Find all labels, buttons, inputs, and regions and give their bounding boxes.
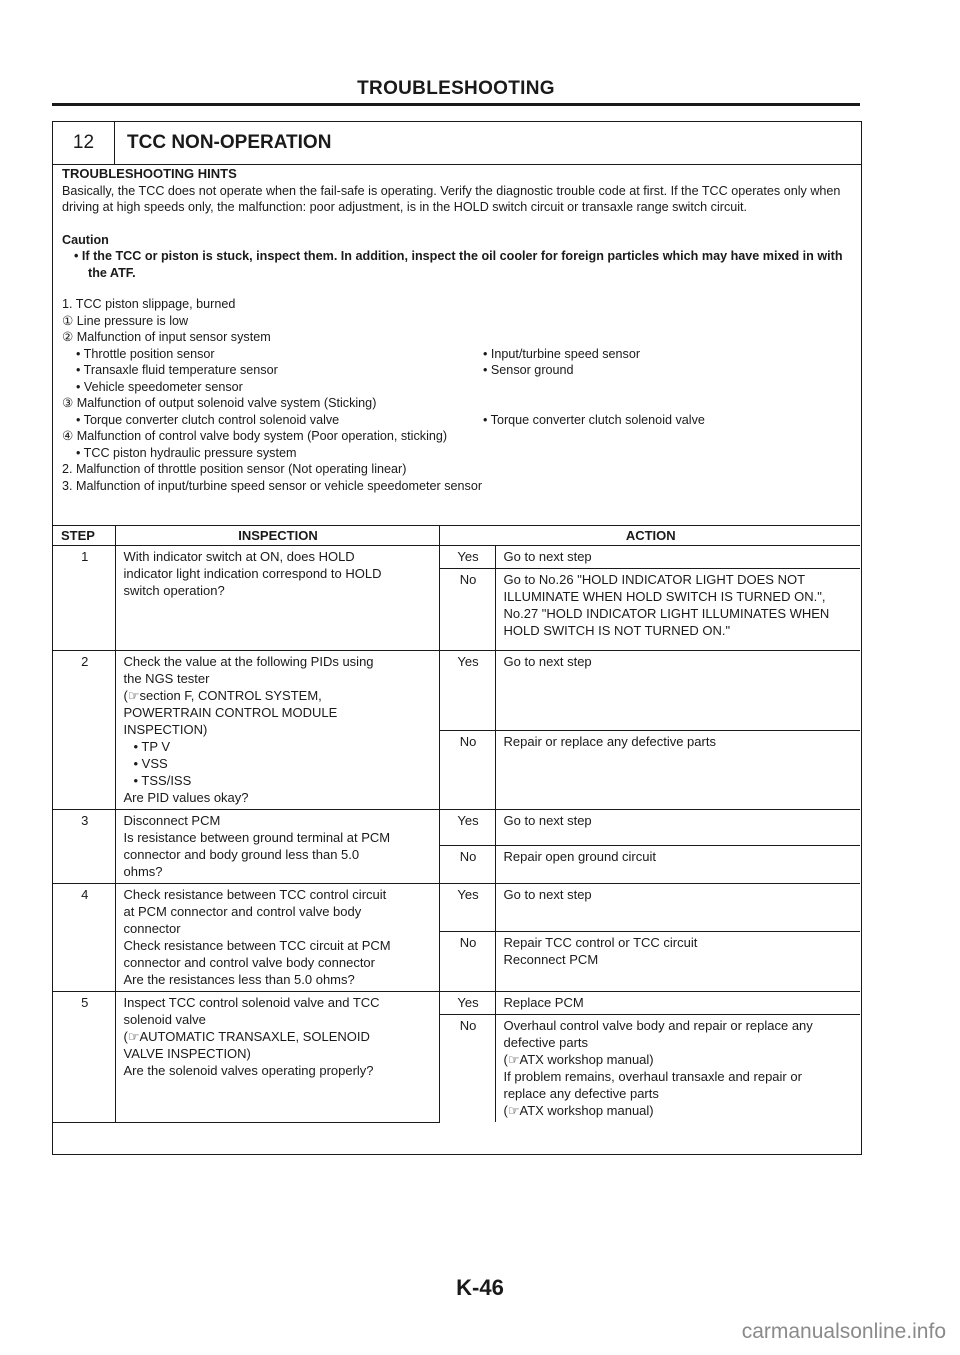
inspection-line: ohms? <box>123 864 163 879</box>
hints-title: TROUBLESHOOTING HINTS <box>62 166 237 181</box>
action-line: (☞ATX workshop manual) <box>503 1103 654 1118</box>
no-action: Repair open ground circuit <box>495 846 860 884</box>
inspection-line: connector <box>123 921 181 936</box>
page-header: TROUBLESHOOTING <box>357 78 555 99</box>
header-rule <box>52 103 860 106</box>
step-number: 4 <box>53 884 115 992</box>
no-label: No <box>439 731 495 810</box>
table-row <box>53 546 860 569</box>
inspection-line: With indicator switch at ON, does HOLD <box>123 549 355 564</box>
action-line: replace any defective parts <box>503 1086 659 1101</box>
yes-action: Replace PCM <box>495 992 860 1015</box>
inspection-cell <box>115 992 439 1123</box>
inspection-line: Are the resistances less than 5.0 ohms? <box>123 972 355 987</box>
inspection-line: Inspect TCC control solenoid valve and TCC <box>123 995 380 1010</box>
section-title: TCC NON-OPERATION <box>127 132 332 153</box>
no-action <box>495 1015 860 1123</box>
inspection-line: Check the value at the following PIDs using <box>123 654 374 669</box>
yes-action: Go to next step <box>495 651 860 731</box>
cause-item: • Torque converter clutch solenoid valve <box>483 412 705 427</box>
no-action: Repair or replace any defective parts <box>495 731 860 810</box>
caution-item: • If the TCC or piston is stuck, inspect them. In addition, inspect the oil cooler for foreign particles which may have mixed in with the ATF. <box>74 249 843 280</box>
action-line: (☞ATX workshop manual) <box>503 1052 654 1067</box>
inspection-line: the NGS tester <box>123 671 210 686</box>
yes-label: Yes <box>439 992 495 1015</box>
inspection-line: Check resistance between TCC control circuit <box>123 887 387 902</box>
cause-list <box>62 296 853 494</box>
cause-item: • Torque converter clutch control solenoid valve <box>76 412 340 427</box>
yes-label: Yes <box>439 546 495 569</box>
action-line: defective parts <box>503 1035 589 1050</box>
no-label: No <box>439 1015 495 1123</box>
pid-item: • TSS/ISS <box>133 773 192 788</box>
yes-action: Go to next step <box>495 810 860 846</box>
inspection-line: connector and body ground less than 5.0 <box>123 847 360 862</box>
no-action: Go to No.26 "HOLD INDICATOR LIGHT DOES NOT ILLUMINATE WHEN HOLD SWITCH IS TURNED ON.", No.27 "HOLD INDICATOR LIGHT ILLUMINATES WHEN HOLD SWITCH IS NOT TURNED ON." <box>495 569 860 651</box>
inspection-line: POWERTRAIN CONTROL MODULE <box>123 705 338 720</box>
inspection-table <box>53 525 860 1123</box>
inspection-line: Are the solenoid valves operating properly? <box>123 1063 374 1078</box>
pid-item: • TP V <box>133 739 171 754</box>
table-row <box>53 651 860 731</box>
cause-1c: ③ Malfunction of output solenoid valve system (Sticking) <box>62 396 377 410</box>
table-header-row <box>53 526 860 546</box>
yes-action: Go to next step <box>495 546 860 569</box>
action-line: Overhaul control valve body and repair or replace any <box>503 1018 813 1033</box>
inspection-cell <box>115 651 439 810</box>
cause-1d: ④ Malfunction of control valve body system (Poor operation, sticking) <box>62 429 448 443</box>
page-number: K-46 <box>456 1275 504 1300</box>
inspection-line: Is resistance between ground terminal at PCM <box>123 830 391 845</box>
inspection-line: Are PID values okay? <box>123 790 249 805</box>
header-action: ACTION <box>439 526 860 546</box>
cause-2: 2. Malfunction of throttle position sensor (Not operating linear) <box>62 462 407 476</box>
cause-1c-row <box>62 412 853 429</box>
action-line: If problem remains, overhaul transaxle and repair or <box>503 1069 802 1084</box>
header-inspection: INSPECTION <box>115 526 439 546</box>
no-label: No <box>439 846 495 884</box>
header-step: STEP <box>53 526 115 546</box>
cause-1a: ① Line pressure is low <box>62 313 189 328</box>
inspection-line: Check resistance between TCC circuit at PCM <box>123 938 391 953</box>
inspection-line: Disconnect PCM <box>123 813 221 828</box>
no-action <box>495 932 860 992</box>
cause-1b-row <box>62 362 853 379</box>
section-number: 12 <box>53 122 115 164</box>
inspection-line: INSPECTION) <box>123 722 208 737</box>
inspection-cell <box>115 810 439 884</box>
cause-1b: ② Malfunction of input sensor system <box>62 330 271 344</box>
inspection-cell <box>115 884 439 992</box>
table-row <box>53 810 860 846</box>
inspection-line: indicator light indication correspond to HOLD <box>123 566 382 581</box>
troubleshooting-hints <box>53 165 861 494</box>
inspection-line: at PCM connector and control valve body <box>123 904 362 919</box>
yes-action: Go to next step <box>495 884 860 932</box>
hints-text: Basically, the TCC does not operate when the fail-safe is operating. Verify the diagnostic trouble code at first. If the TCC operates only when driving at high speeds only, the malfunction: poor adjustment, is in the HOLD switch circuit or transaxle range switch circuit. <box>62 183 841 214</box>
step-number: 3 <box>53 810 115 884</box>
yes-label: Yes <box>439 884 495 932</box>
cause-item: • TCC piston hydraulic pressure system <box>76 445 297 460</box>
inspection-line: connector and control valve body connector <box>123 955 375 970</box>
cause-3: 3. Malfunction of input/turbine speed sensor or vehicle speedometer sensor <box>62 478 483 493</box>
cause-item: • Sensor ground <box>483 363 574 377</box>
troubleshooting-frame <box>52 121 862 1155</box>
step-number: 5 <box>53 992 115 1123</box>
inspection-line: solenoid valve <box>123 1012 206 1027</box>
cause-1: 1. TCC piston slippage, burned <box>62 297 236 311</box>
cause-item: • Transaxle fluid temperature sensor <box>76 363 278 377</box>
cause-item: • Input/turbine speed sensor <box>483 346 641 361</box>
watermark: carmanualsonline.info <box>741 1320 946 1343</box>
yes-label: Yes <box>439 651 495 731</box>
inspection-line: switch operation? <box>123 583 225 598</box>
cause-item: • Throttle position sensor <box>76 346 215 361</box>
pid-item: • VSS <box>133 756 168 771</box>
table-row <box>53 884 860 932</box>
section-heading <box>53 122 861 165</box>
inspection-line: VALVE INSPECTION) <box>123 1046 251 1061</box>
inspection-cell <box>115 546 439 651</box>
table-row <box>53 992 860 1015</box>
no-label: No <box>439 932 495 992</box>
action-line: Repair TCC control or TCC circuit <box>503 935 698 950</box>
cause-item: • Vehicle speedometer sensor <box>76 379 243 394</box>
inspection-line: (☞AUTOMATIC TRANSAXLE, SOLENOID <box>123 1029 370 1044</box>
cause-1b-row <box>62 346 853 363</box>
inspection-line: (☞section F, CONTROL SYSTEM, <box>123 688 322 703</box>
action-line: Reconnect PCM <box>503 952 599 967</box>
no-label: No <box>439 569 495 651</box>
yes-label: Yes <box>439 810 495 846</box>
step-number: 1 <box>53 546 115 651</box>
step-number: 2 <box>53 651 115 810</box>
caution-title: Caution <box>62 232 109 247</box>
